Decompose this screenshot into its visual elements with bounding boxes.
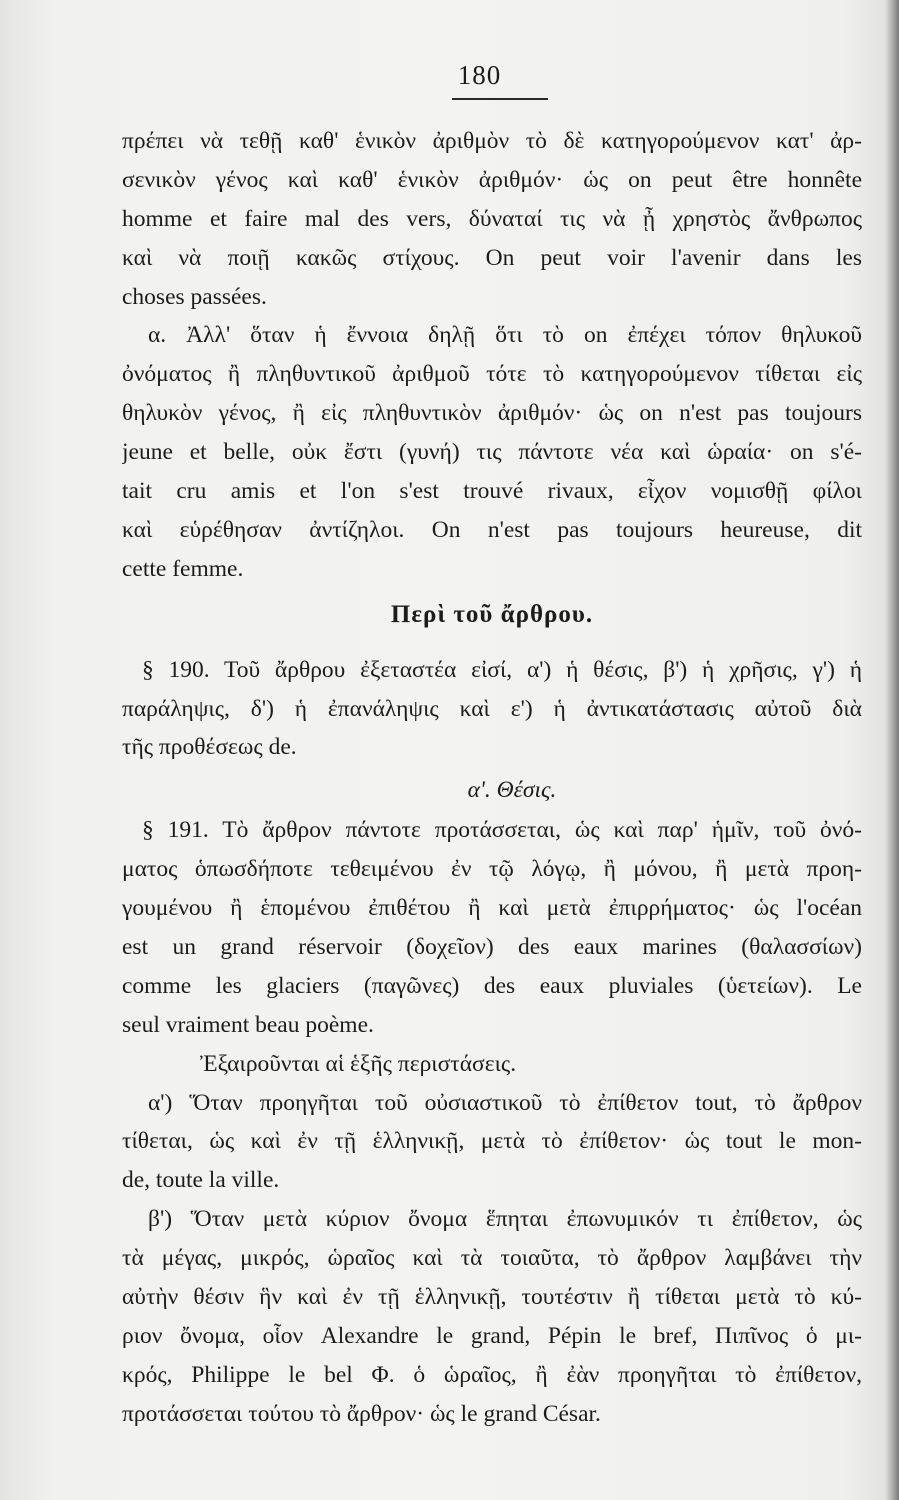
text-line: τῆς προθέσεως de. (122, 734, 297, 761)
text-line: ματος ὁπωσδήποτε τεθειμένου ἐν τῷ λόγῳ, ἢ μόνου, ἢ μετὰ προη- (122, 856, 862, 883)
text-line: κρός, Philippe le bel Φ. ὁ ὡραῖος, ἢ ἐὰν προηγῆται τὸ ἐπίθετον, (122, 1361, 862, 1388)
text-line: καὶ εὑρέθησαν ἀντίζηλοι. On n'est pas toujours heureuse, dit (122, 516, 862, 543)
text-line: § 190. Τοῦ ἄρθρου ἐξεταστέα εἰσί, α') ἡ θέσις, β') ἡ χρῆσις, γ') ἡ (142, 656, 862, 683)
text-line: γουμένου ἢ ἑπομένου ἐπιθέτου ἢ καὶ μετὰ ἐπιρρήματος· ὡς l'océan (122, 895, 862, 922)
text-line: cette femme. (122, 555, 244, 582)
text-line: de, toute la ville. (122, 1167, 280, 1194)
binding-edge (885, 0, 899, 1500)
text-line: αὐτὴν θέσιν ἣν καὶ ἐν τῇ ἑλληνικῇ, τουτέστιν ἢ τίθεται μετὰ τὸ κύ- (122, 1284, 862, 1311)
text-line: τὰ μέγας, μικρός, ὡραῖος καὶ τὰ τοιαῦτα, τὸ ἄρθρον λαμβάνει τὴν (122, 1245, 862, 1272)
page-number: 180 (457, 60, 502, 90)
text-line: προτάσσεται τούτου τὸ ἄρθρον· ὡς le grand César. (122, 1400, 601, 1427)
text-line: παράληψις, δ') ἡ ἐπανάληψις καὶ ε') ἡ ἀντικατάστασις αὐτοῦ διὰ (122, 695, 862, 722)
text-line: jeune et belle, οὐκ ἔστι (γυνή) τις πάντοτε νέα καὶ ὡραία· on s'é- (122, 439, 862, 466)
header-rule (452, 98, 548, 100)
text-line: ριον ὄνομα, οἷον Alexandre le grand, Pépin le bref, Πιπῖνος ὁ μι- (122, 1322, 862, 1349)
text-line: α') Ὅταν προηγῆται τοῦ οὐσιαστικοῦ τὸ ἐπίθετον tout, τὸ ἄρθρον (148, 1089, 862, 1116)
text-line: est un grand réservoir (δοχεῖον) des eaux marines (θαλασσίων) (122, 934, 862, 961)
text-line: β') Ὅταν μετὰ κύριον ὄνομα ἕπηται ἐπωνυμικόν τι ἐπίθετον, ὡς (148, 1206, 862, 1233)
text-line: comme les glaciers (παγῶνες) des eaux pluviales (ὑετείων). Le (122, 972, 862, 999)
text-line: homme et faire mal des vers, δύναταί τις νὰ ᾖ χρηστὸς ἄνθρωπος (122, 205, 862, 232)
text-line: τίθεται, ὡς καὶ ἐν τῇ ἑλληνικῇ, μετὰ τὸ ἐπίθετον· ὡς tout le mon- (122, 1128, 862, 1155)
text-line: α. Ἀλλ' ὅταν ἡ ἔννοια δηλῇ ὅτι τὸ on ἐπέχει τόπον θηλυκοῦ (148, 322, 862, 349)
text-line: Ἐξαιροῦνται αἱ ἑξῆς περιστάσεις. (200, 1050, 517, 1077)
text-line: θηλυκὸν γένος, ἢ εἰς πληθυντικὸν ἀριθμόν· ὡς on n'est pas toujours (122, 400, 862, 427)
spacer (122, 639, 862, 651)
section-heading: Περὶ τοῦ ἄρθρου. (390, 600, 594, 628)
text-line: σενικὸν γένος καὶ καθ' ἑνικὸν ἀριθμόν· ὡς on peut être honnête (122, 166, 862, 193)
subsection-heading: α'. Θέσις. (467, 777, 557, 804)
text-line: seul vraiment beau poème. (122, 1011, 374, 1038)
text-line: choses passées. (122, 283, 267, 310)
text-line: ὀνόματος ἢ πληθυντικοῦ ἀριθμοῦ τότε τὸ κατηγορούμενον τίθεται εἰς (122, 361, 862, 388)
text-line: καὶ νὰ ποιῇ κακῶς στίχους. On peut voir l'avenir dans les (122, 244, 862, 271)
text-line: tait cru amis et l'on s'est trouvé rivaux, εἶχον νομισθῇ φίλοι (122, 478, 862, 505)
body-text (122, 122, 862, 1434)
text-line: πρέπει νὰ τεθῇ καθ' ἑνικὸν ἀριθμὸν τὸ δὲ κατηγορούμενον κατ' ἀρ- (122, 128, 862, 154)
text-line: § 191. Τὸ ἄρθρον πάντοτε προτάσσεται, ὡς καὶ παρ' ἡμῖν, τοῦ ὀνό- (142, 817, 862, 844)
